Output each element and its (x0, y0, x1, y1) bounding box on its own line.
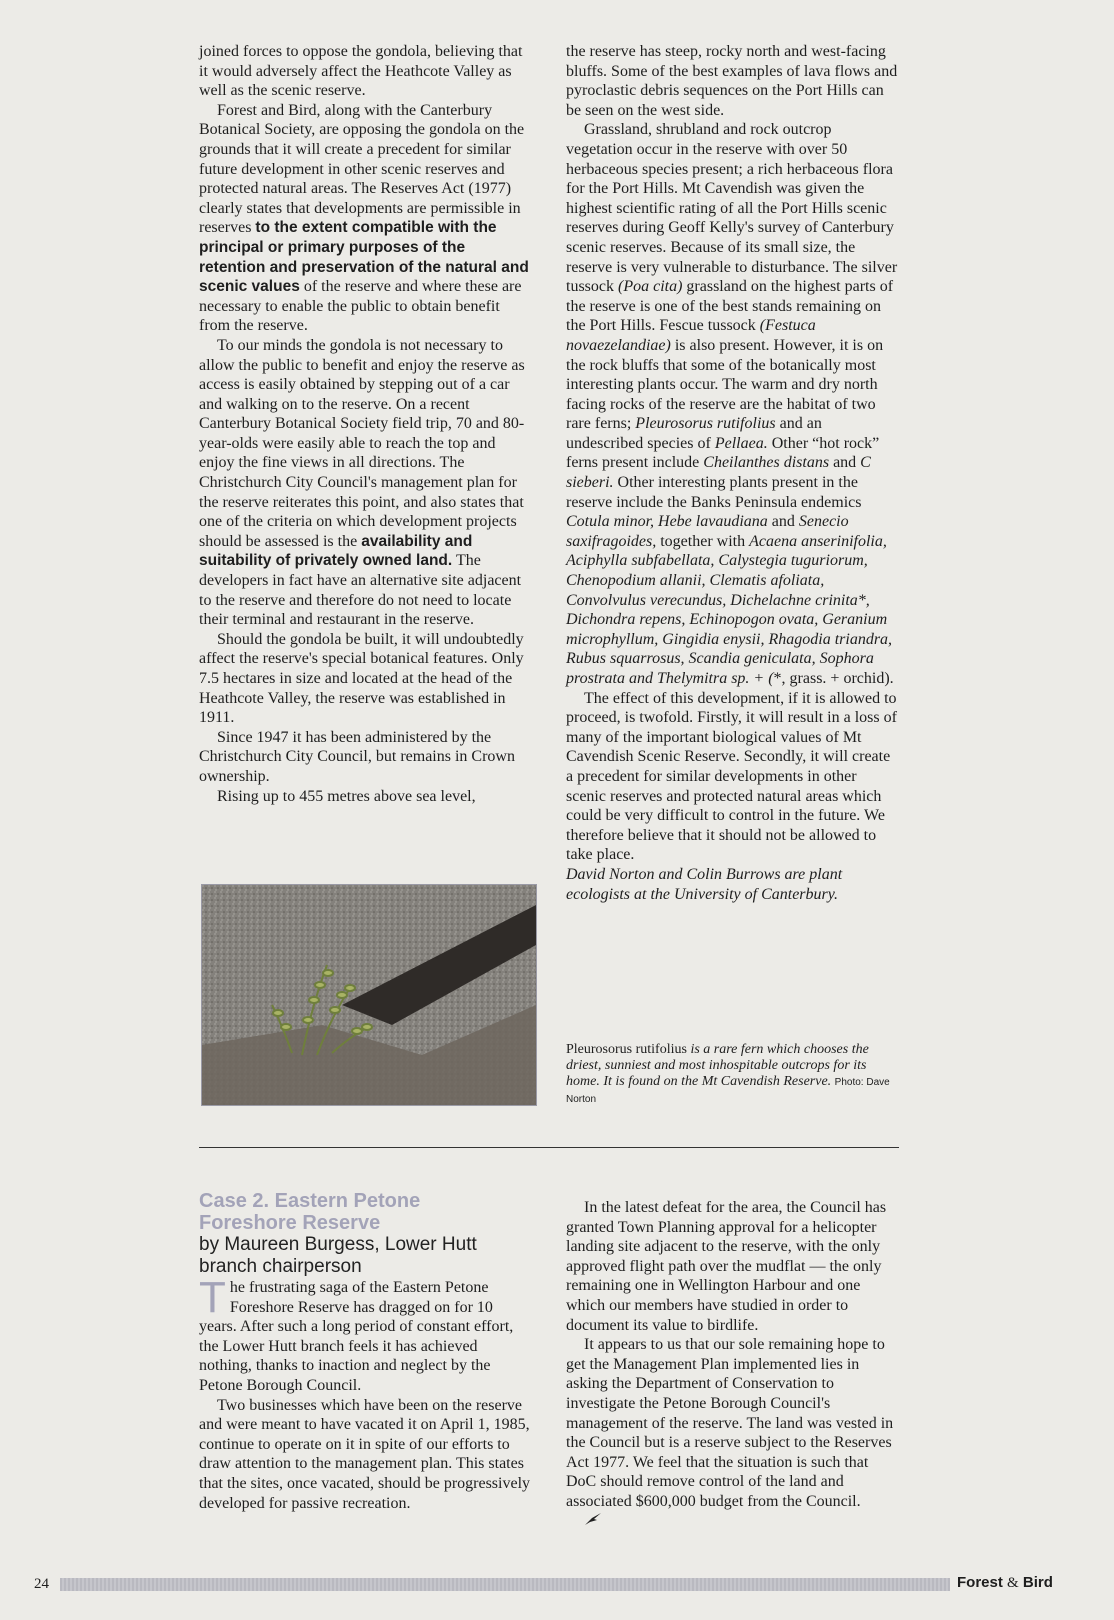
species-name: Cheilanthes distans (703, 454, 830, 472)
bold-quote: availability and suitability of privately owned land. (199, 532, 473, 570)
text-run: and (771, 513, 795, 531)
magazine-title (957, 1574, 1053, 1592)
text-run: and an undescribed species of (566, 415, 822, 452)
species-name: (Poa cita) (618, 278, 683, 296)
species-list: Acaena anserinifolia, Aciphylla subfabellata, Calystegia tuguriorum, Chenopodium allanii, Clematis afoliata, Convolvulus verecundus, Dichelachne crinita*, Dichondra repens, Echinopogon ovata, Geranium microphyllum, Gingidia enysii, Rhagodia triandra, Rubus squarrosus, Scandia geniculata, Sophora prostrata and Thelymitra sp. + ( (566, 532, 893, 687)
author-line: branch chairperson (199, 1256, 362, 1277)
text-run: To our minds the gondola is not necessary to allow the public to benefit and enjoy the reserve as access is easily obtained by stepping out of a car and walking on to the reserve. On a recent Canterbury Botanical Society field trip, 70 and 80-year-olds were easily able to reach the top and enjoy the fine views in all directions. The Christchurch City Council's management plan for the reserve reiterates this point, and also states that one of the criteria on which development projects should be assessed is the (199, 336, 525, 550)
text-run: grassland on the highest parts of the reserve is one of the best stands remaining on the Port Hills. Fescue tussock (566, 278, 894, 335)
species-name: Senecio saxifragoides, (566, 513, 849, 550)
byline-text: David Norton and Colin Burrows are plant ecologists at the University of Canterbury. (566, 865, 843, 903)
author-byline (566, 865, 900, 904)
magazine-title-part: Bird (1018, 1574, 1053, 1591)
paragraph: the reserve has steep, rocky north and west-facing bluffs. Some of the best examples of lava flows and pyroclastic debris sequences on the Port Hills can be seen on the west side. (566, 43, 898, 119)
text-run: Other “hot rock” ferns present include (566, 434, 880, 472)
paragraph (566, 1335, 900, 1532)
text-run: Forest and Bird, along with the Canterbury Botanical Society, are opposing the gondola on the grounds that it will create a precedent for similar future development in other scenic reserves and protected natural areas. The Reserves Act (1977) clearly states that developments are permissible in reserves (199, 101, 525, 237)
paragraph: In the latest defeat for the area, the Council has granted Town Planning approval for a helicopter landing site adjacent to the reserve, with the only approved flight path over the mudflat — the only remaining one in Wellington Harbour and one which our members have studied in order to document its value to birdlife. (566, 1199, 887, 1334)
case2-column-right (566, 1198, 900, 1532)
paragraph: Two businesses which have been on the reserve and were meant to have vacated it on April 1, 1985, continue to operate on it in spite of our efforts to draw attention to the management plan. This states that the sites, once vacated, should be progressively developed for passive recreation. (199, 1396, 531, 1512)
paragraph: The effect of this development, if it is allowed to proceed, is twofold. Firstly, it will result in a loss of many of the important biological values of Mt Cavendish Scenic Reserve. Secondly, it will create a precedent for similar developments in other scenic reserves and protected natural areas which could be very difficult to control in the future. We therefore believe that it should not be allowed to take place. (566, 689, 897, 864)
photo-credit: Photo: Dave Norton (566, 1077, 890, 1105)
case-title-line: Foreshore Reserve (199, 1212, 381, 1234)
case-title (199, 1190, 533, 1234)
paragraph: Should the gondola be built, it will undoubtedly affect the reserve's special botanical features. Only 7.5 hectares in size and located at the head of the Heathcote Valley, the reserve was established in 1911. (199, 630, 524, 727)
bird-end-mark-icon (566, 1512, 602, 1533)
species-legend: *, grass. + orchid). (773, 670, 894, 687)
text-run: together with (660, 532, 746, 550)
species-name: Pleurosorus rutifolius (635, 415, 776, 433)
species-name: Pellaea. (714, 434, 768, 452)
drop-cap: T (199, 1273, 226, 1322)
text-run: Other interesting plants present in the reserve include the Banks Peninsula endemics (566, 474, 862, 511)
paragraph: joined forces to oppose the gondola, believing that it would adversely affect the Heathcote Valley as well as the scenic reserve. (199, 43, 523, 100)
photo-caption (566, 1042, 900, 1108)
species-name: (Festuca novaezelandiae) (566, 317, 816, 354)
bold-quote: to the extent compatible with the principal or primary purposes of the retention and preservation of the natural and scenic values (199, 219, 529, 296)
text-run: he frustrating saga of the Eastern Petone Foreshore Reserve has dragged on for 10 years. After such a long period of constant effort, the Lower Hutt branch feels it has achieved nothing, thanks to inaction and neglect by the Petone Borough Council. (199, 1279, 514, 1394)
fern-photo (201, 884, 537, 1106)
species-name: Cotula minor, Hebe lavaudiana (566, 513, 768, 531)
text-run: The developers in fact have an alternative site adjacent to the reserve and therefore do not need to locate their terminal and restaurant in the reserve. (199, 552, 522, 629)
paragraph: Since 1947 it has been administered by the Christchurch City Council, but remains in Crown ownership. (199, 728, 515, 785)
fern-illustration (202, 885, 536, 1105)
article-column-right (566, 42, 900, 904)
paragraph: Rising up to 455 metres above sea level, (217, 787, 476, 805)
text-run: It appears to us that our sole remaining hope to get the Management Plan implemented lies in asking the Department of Conservation to investigate the Petone Borough Council's management of the reserve. The land was vested in the Council but is a reserve subject to the Reserves Act 1977. We feel that the situation is such that DoC should remove control of the land and associated $600,000 budget from the Council. (566, 1336, 894, 1510)
paragraph (199, 336, 533, 630)
article-column-left (199, 42, 533, 806)
case-author (199, 1234, 533, 1278)
text-run: Grassland, shrubland and rock outcrop vegetation occur in the reserve with over 50 herbaceous species present; a rich herbaceous flora for the Port Hills. Mt Cavendish was given the highest scientific rating of all the Port Hills scenic reserves during Geoff Kelly's survey of Canterbury scenic reserves. Because of its small size, the reserve is very vulnerable to disturbance. The silver tussock (566, 121, 898, 296)
caption-text: is a rare fern which chooses the driest, sunniest and most inhospitable outcrops for its home. It is found on the Mt Cavendish Reserve. (566, 1042, 869, 1089)
paragraph (566, 120, 900, 688)
text-run: of the reserve and where these are necessary to enable the public to obtain benefit from the reserve. (199, 278, 522, 335)
footer-bar (60, 1578, 950, 1591)
case-title-line: Case 2. Eastern Petone (199, 1190, 421, 1212)
text-run: is also present. However, it is on the rock bluffs that some of the botanically most interesting plants occur. The warm and dry north facing rocks of the reserve are the habitat of two rare ferns; (566, 336, 884, 433)
magazine-title-amp: & (1007, 1575, 1019, 1591)
page-number: 24 (34, 1576, 49, 1592)
species-name: C sieberi. (566, 454, 871, 492)
magazine-title-part: Forest (957, 1574, 1008, 1591)
caption-species: Pleurosorus rutifolius (566, 1042, 687, 1057)
paragraph (199, 101, 533, 336)
section-divider (199, 1147, 899, 1148)
text-run: and (833, 454, 857, 472)
case2-column-left (199, 1190, 533, 1513)
author-line: by Maureen Burgess, Lower Hutt (199, 1234, 477, 1255)
paragraph (199, 1273, 533, 1396)
